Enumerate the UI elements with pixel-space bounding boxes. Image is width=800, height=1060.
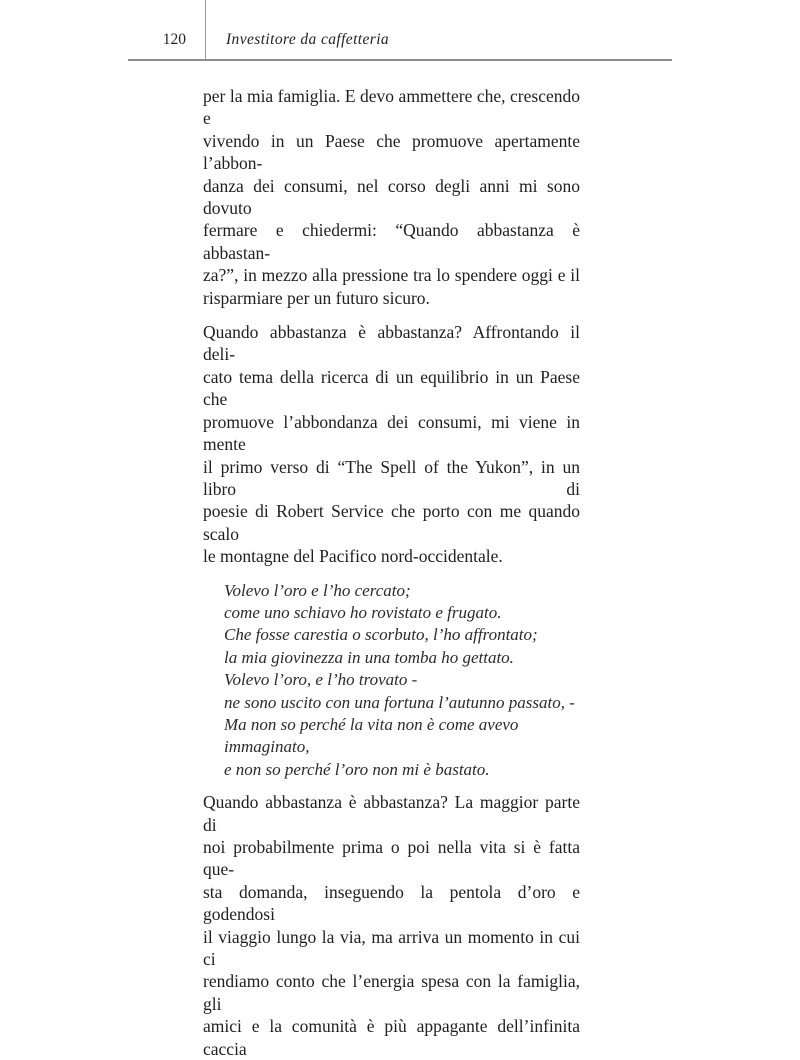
text-line: promuove l’abbondanza dei consumi, mi viene in mente bbox=[203, 411, 580, 455]
text-line: noi probabilmente prima o poi nella vita si è fatta que- bbox=[203, 837, 580, 880]
text-line: vivendo in un Paese che promuove apertamente l’abbon- bbox=[203, 130, 580, 174]
paragraph-3 bbox=[203, 791, 580, 1060]
text-line: poesie di Robert Service che porto con me quando scalo bbox=[203, 501, 580, 544]
text-line: amici e la comunità è più appagante dell’infinita caccia bbox=[203, 1016, 580, 1059]
page-header bbox=[0, 0, 800, 61]
header-vertical-divider bbox=[205, 0, 206, 59]
text-line: le montagne del Pacifico nord-occidentale. bbox=[203, 546, 503, 567]
poem-line: Volevo l’oro e l’ho cercato; bbox=[224, 580, 411, 600]
poem-line: come uno schiavo ho rovistato e frugato. bbox=[224, 602, 502, 622]
poem-line: Volevo l’oro, e l’ho trovato - bbox=[224, 670, 418, 690]
text-block bbox=[203, 85, 580, 1060]
header-row bbox=[128, 0, 672, 59]
page-number: 120 bbox=[162, 30, 186, 48]
poem-line: la mia giovinezza in una tomba ho gettato. bbox=[224, 647, 514, 667]
running-title: Investitore da caffetteria bbox=[226, 30, 390, 48]
paragraph-1 bbox=[203, 85, 580, 309]
text-line: per la mia famiglia. E devo ammettere che, crescendo e bbox=[203, 86, 580, 129]
poem-line: Che fosse carestia o scorbuto, l’ho affrontato; bbox=[224, 625, 538, 645]
text-line: rendiamo conto che l’energia spesa con la famiglia, gli bbox=[203, 971, 580, 1014]
poem-line: Ma non so perché la vita non è come avevo immaginato, bbox=[224, 714, 519, 757]
text-line: za?”, in mezzo alla pressione tra lo spendere oggi e il bbox=[203, 265, 580, 286]
text-line: Quando abbastanza è abbastanza? Affrontando il deli- bbox=[203, 322, 580, 365]
paragraph-2 bbox=[203, 321, 580, 567]
text-line: fermare e chiedermi: “Quando abbastanza è abbastan- bbox=[203, 220, 580, 263]
poem-line: ne sono uscito con una fortuna l’autunno passato, - bbox=[224, 692, 575, 712]
text-line: Quando abbastanza è abbastanza? La maggior parte di bbox=[203, 792, 580, 835]
poem-line: e non so perché l’oro non mi è bastato. bbox=[224, 759, 490, 779]
text-line: cato tema della ricerca di un equilibrio in un Paese che bbox=[203, 366, 580, 410]
text-line: il viaggio lungo la via, ma arriva un momento in cui ci bbox=[203, 926, 580, 970]
text-line: risparmiare per un futuro sicuro. bbox=[203, 287, 430, 308]
text-line: il primo verso di “The Spell of the Yukon”, in un libro di bbox=[203, 456, 580, 499]
poem-quote bbox=[203, 580, 580, 782]
text-line: sta domanda, inseguendo la pentola d’oro e godendosi bbox=[203, 881, 580, 925]
text-line: danza dei consumi, nel corso degli anni mi sono dovuto bbox=[203, 175, 580, 219]
header-rule bbox=[128, 59, 672, 61]
